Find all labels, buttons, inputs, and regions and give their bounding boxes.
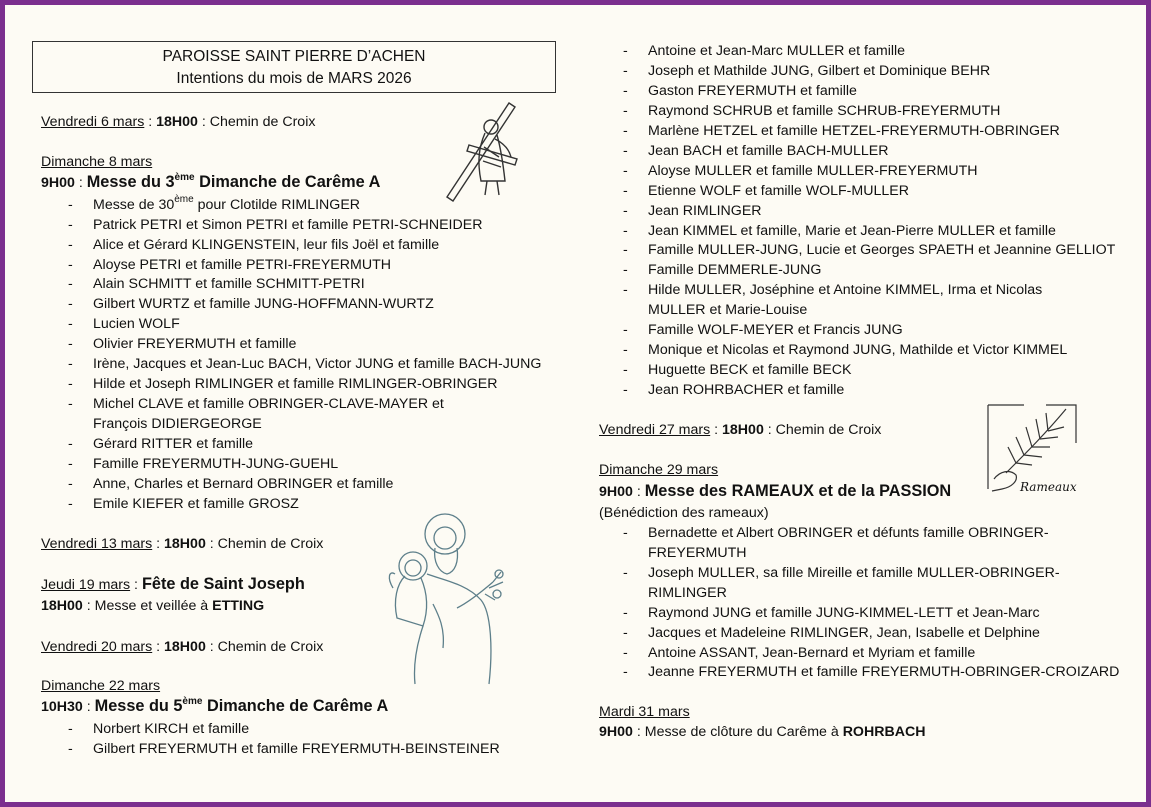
event-vendredi-20: Vendredi 20 mars : 18H00 : Chemin de Croix	[41, 639, 324, 655]
event-dimanche-22-date: Dimanche 22 mars	[41, 678, 161, 694]
event-jeudi-19: Jeudi 19 mars : Fête de Saint Joseph	[41, 575, 305, 593]
bulletin-page: PAROISSE SAINT PIERRE D’ACHEN Intentions du mois de MARS 2026 Vendredi 6 mars : 18H00 : Chemin de Croix Dimanche 8 mars 9H00 : Messe du 3ème Dimanche de Carême A - Messe de 30ème pour Clotilde RIMLINGER - Patrick PETRI et Simon PETRI et famille PETRI-SCHNEIDER - Alice et Gérard KLINGENSTEIN, leur fils Joël et famille - Aloyse PETRI et famille PETRI-FREYERMUTH - Alain SCHMITT et famille SCHMITT-PETRI - Gilbert WURTZ et famille JUNG-HOFFMANN-WURTZ - Lucien WOLF - Olivier FREYERMUTH et famille - Irène, Jacques et Jean-Luc BACH, Victor JUNG et famille BACH-JUNG - Hilde et Joseph RIMLINGER et famille RIMLINGER-OBRINGER - Michel CLAVE et famille OBRINGER-CLAVE-MAYER et François DIDIERGEORGE - Gérard RITTER et famille - Famille FREYERMUTH-JUNG-GUEHL - Anne, Charles et Bernard OBRINGER et famille - Emile KIEFER et famille GROSZ Vendredi 13 mars : 18H00 : Chemin de Croix Jeudi 19 mars : Fête de Saint Joseph 18H00 : Messe et veillée à ETTING Vendredi 20 mars : 18H00 : Chemin de Croix Dimanche 22 mars 10H30 : Messe du 5ème Dimanche de Carême A - Norbert KIRCH et famille - Gilbert FREYERMUTH et famille FREYERMUTH-BEINSTEINER - Antoine et Jean-Marc MULLER et famille - Joseph et Mathilde JUNG, Gilbert et Dominique BEHR - Gaston FREYERMUTH et famille - Raymond SCHRUB et famille SCHRUB-FREYERMUTH - Marlène HETZEL et famille HETZEL-FREYERMUTH-OBRINGER - Jean BACH et famille BACH-MULLER - Aloyse MULLER et famille MULLER-FREYERMUTH - Etienne WOLF et famille WOLF-MULLER - Jean RIMLINGER - Jean KIMMEL et famille, Marie et Jean-Pierre MULLER et famille - Famille MULLER-JUNG, Lucie et Georges SPAETH et Jeannine GELLIOT - Famille DEMMERLE-JUNG - Hilde MULLER, Joséphine et Antoine KIMMEL, Irma et Nicolas MULLER et Marie-Louise - Famille WOLF-MEYER et Francis JUNG - Monique et Nicolas et Raymond JUNG, Mathilde et Victor KIMMEL - Huguette BECK et famille BECK - Jean ROHRBACHER et famille Vendredi 27 mars : 18H00 : Chemin de Croix Dimanche 29 mars 9H00 : Messe des RAMEAUX et de la PASSION (Bénédiction des rameaux) - Bernadette et Albert OBRINGER et défunts famille OBRINGER- FREYERMUTH - Joseph MULLER, sa fille Mireille et famille MULLER-OBRINGER- RIMLINGER - Raymond JUNG et famille JUNG-KIMMEL-LETT et Jean-Marc - Jacques et Madeleine RIMLINGER, Jean, Isabelle et Delphine - Antoine ASSANT, Jean-Bernard et Myriam et famille - Jeanne FREYERMUTH et famille FREYERMUTH-OBRINGER-CROIZARD Mardi 31 mars 9H00 : Messe de clôture du Carême à ROHRBACH Rameaux	[5, 5, 1146, 802]
rameaux-illustration	[986, 403, 1078, 499]
event-jeudi-19-detail: 18H00 : Messe et veillée à ETTING	[41, 598, 265, 614]
event-dimanche-8-title: 9H00 : Messe du 3ème Dimanche de Carême A	[41, 172, 381, 191]
event-vendredi-27: Vendredi 27 mars : 18H00 : Chemin de Croix	[599, 422, 882, 438]
month-title: Intentions du mois de MARS 2026	[176, 70, 412, 87]
event-dimanche-29-title: 9H00 : Messe des RAMEAUX et de la PASSION	[599, 482, 952, 500]
event-dimanche-22-title: 10H30 : Messe du 5ème Dimanche de Carême A	[41, 696, 389, 715]
event-mardi-31-detail: 9H00 : Messe de clôture du Carême à ROHRBACH	[599, 724, 926, 740]
jesus-carrying-cross-illustration	[439, 97, 529, 203]
event-dimanche-8-date: Dimanche 8 mars	[41, 154, 153, 170]
rameaux-label: Rameaux	[1020, 480, 1077, 494]
event-dimanche-29-note: (Bénédiction des rameaux)	[599, 505, 769, 521]
event-vendredi-6: Vendredi 6 mars : 18H00 : Chemin de Croix	[41, 114, 316, 130]
event-vendredi-13: Vendredi 13 mars : 18H00 : Chemin de Croix	[41, 536, 324, 552]
header-box	[32, 41, 556, 93]
event-mardi-31-date: Mardi 31 mars	[599, 704, 690, 720]
saint-joseph-illustration	[383, 508, 508, 686]
event-dimanche-29-date: Dimanche 29 mars	[599, 462, 719, 478]
parish-name: PAROISSE SAINT PIERRE D’ACHEN	[162, 48, 426, 65]
